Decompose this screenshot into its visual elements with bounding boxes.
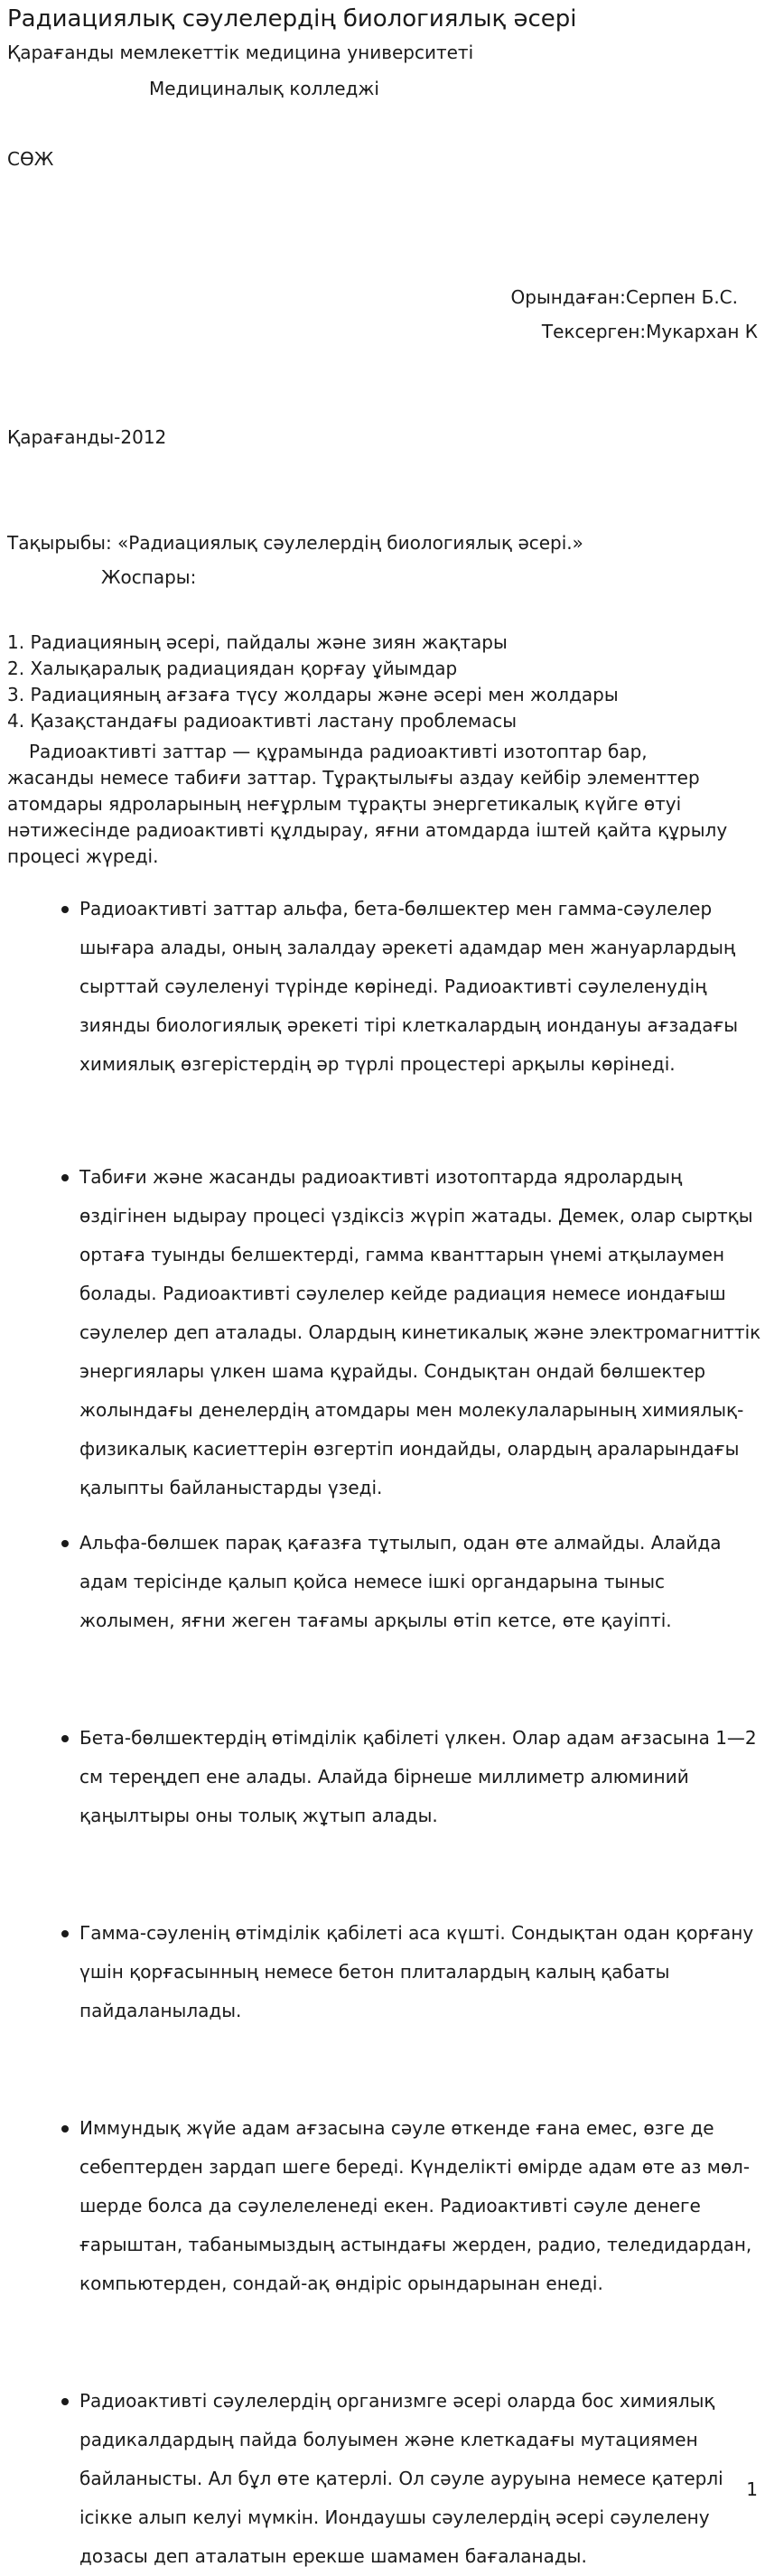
page-number: 1 (746, 2478, 758, 2500)
college-name: Медициналық колледжі (149, 78, 379, 99)
bullet-list (79, 890, 761, 2576)
plan-item: 3. Радиацияның ағзаға түсу жолдары және әсері мен жолдары (7, 684, 619, 705)
performed-by: Орындаған:Серпен Б.С. (510, 286, 738, 308)
intro-paragraph: Радиоактивті заттар — құрамында радиоактивті изотоптар бар, жасанды немесе табиғи заттар. Тұрақтылығы аздау кейбір элементтер атомдары ядроларының неғұрлым тұрақты энергетикалық күйге өтуі нәтижесінде радиоактивті құлдырау, яғни атомдарда іштей қайта құрылу процесі жүреді. (7, 741, 728, 867)
bullet-paragraph: Бета-бөлшектердің өтімділік қабілеті үлкен. Олар адам ағзасына 1—2 см тереңдеп ене алады. Алайда бірнеше миллиметр алюминий қаңылтыры оны толық жұтып алады. (79, 1719, 761, 1835)
checked-by: Тексерген:Мукархан К (541, 321, 758, 342)
document-title: Радиациялық сәулелердің биологиялық әсері (7, 5, 577, 33)
work-type: СӨЖ (7, 148, 54, 170)
bullet-paragraph: Гамма-сәуленің өтімділік қабілеті аса күшті. Сондықтан одан қорғану үшін қорғасынның немесе бетон плиталардың калың қабаты пайдаланылады. (79, 1914, 761, 2030)
bullet-paragraph: Радиоактивті заттар альфа, бета-бөлшектер мен гамма-сәулелер шығара алады, оның залалдау әрекеті адамдар мен жануарлардың сырттай сәулеленуі түрінде көрінеді. Радиоактивті сәулеленудің зиянды биологиялық әрекеті тірі клеткалардың иондануы ағзадағы химиялық өзгерістердің әр түрлі процестері арқылы көрінеді. (79, 890, 761, 1084)
bullet-paragraph: Табиғи және жасанды радиоактивті изотоптарда ядролардың өздігінен ыдырау процесі үздіксіз жүріп жатады. Демек, олар сыртқы ортаға туынды белшектерді, гамма кванттарын үнемі атқылаумен болады. Радиоактивті сәулелер кейде радиация немесе иондағыш сәулелер деп аталады. Олардың кинетикалық және электромагниттік энергиялары үлкен шама құрайды. Сондықтан ондай бөлшектер жолындағы денелердің атомдары мен молекулаларының химиялық-физикалық касиеттерін өзгертіп иондайды, олардың араларындағы қалыпты байланыстарды үзеді. (79, 1158, 761, 1507)
bullet-paragraph: Иммундық жүйе адам ағзасына сәуле өткенде ғана емес, өзге де себептерден зардап шеге береді. Күнделікті өмірде адам өте аз мөл-шерде болса да сәулелеленеді екен. Радиоактивті сәуле денеге ғарыштан, табанымыздың астындағы жерден, радио, теледидардан, компьютерден, сондай-ақ өндіріс орындарынан енеді. (79, 2109, 761, 2303)
university-name: Қарағанды мемлекеттік медицина университеті (7, 42, 474, 63)
plan-item: 1. Радиацияның әсері, пайдалы және зиян жақтары (7, 631, 508, 653)
bullet-paragraph: Радиоактивті сәулелердің организмге әсері оларда бос химиялық радикалдардың пайда болуымен және клеткадағы мутациямен байланысты. Ал бұл өте қатерлі. Ол сәуле ауруына немесе қатерлі ісікке алып келуі мүмкін. Иондаушы сәулелердің әсері сәулелену дозасы деп аталатын ерекше шамамен бағаланады. (79, 2382, 761, 2576)
bullet-paragraph: Альфа-бөлшек парақ қағазға тұтылып, одан өте алмайды. Алайда адам терісінде қалып қойса немесе ішкі органдарына тыныс жолымен, яғни жеген тағамы арқылы өтіп кетсе, өте қауіпті. (79, 1524, 761, 1640)
plan-list (7, 630, 619, 734)
topic: Тақырыбы: «Радиациялық сәулелердің биологиялық әсері.» (7, 532, 583, 554)
plan-item: 4. Қазақстандағы радиоактивті ластану проблемасы (7, 710, 518, 732)
plan-item: 2. Халықаралық радиациядан қорғау ұйымдар (7, 658, 458, 679)
plan-heading: Жоспары: (101, 566, 197, 588)
city-year: Қарағанды-2012 (7, 426, 167, 448)
